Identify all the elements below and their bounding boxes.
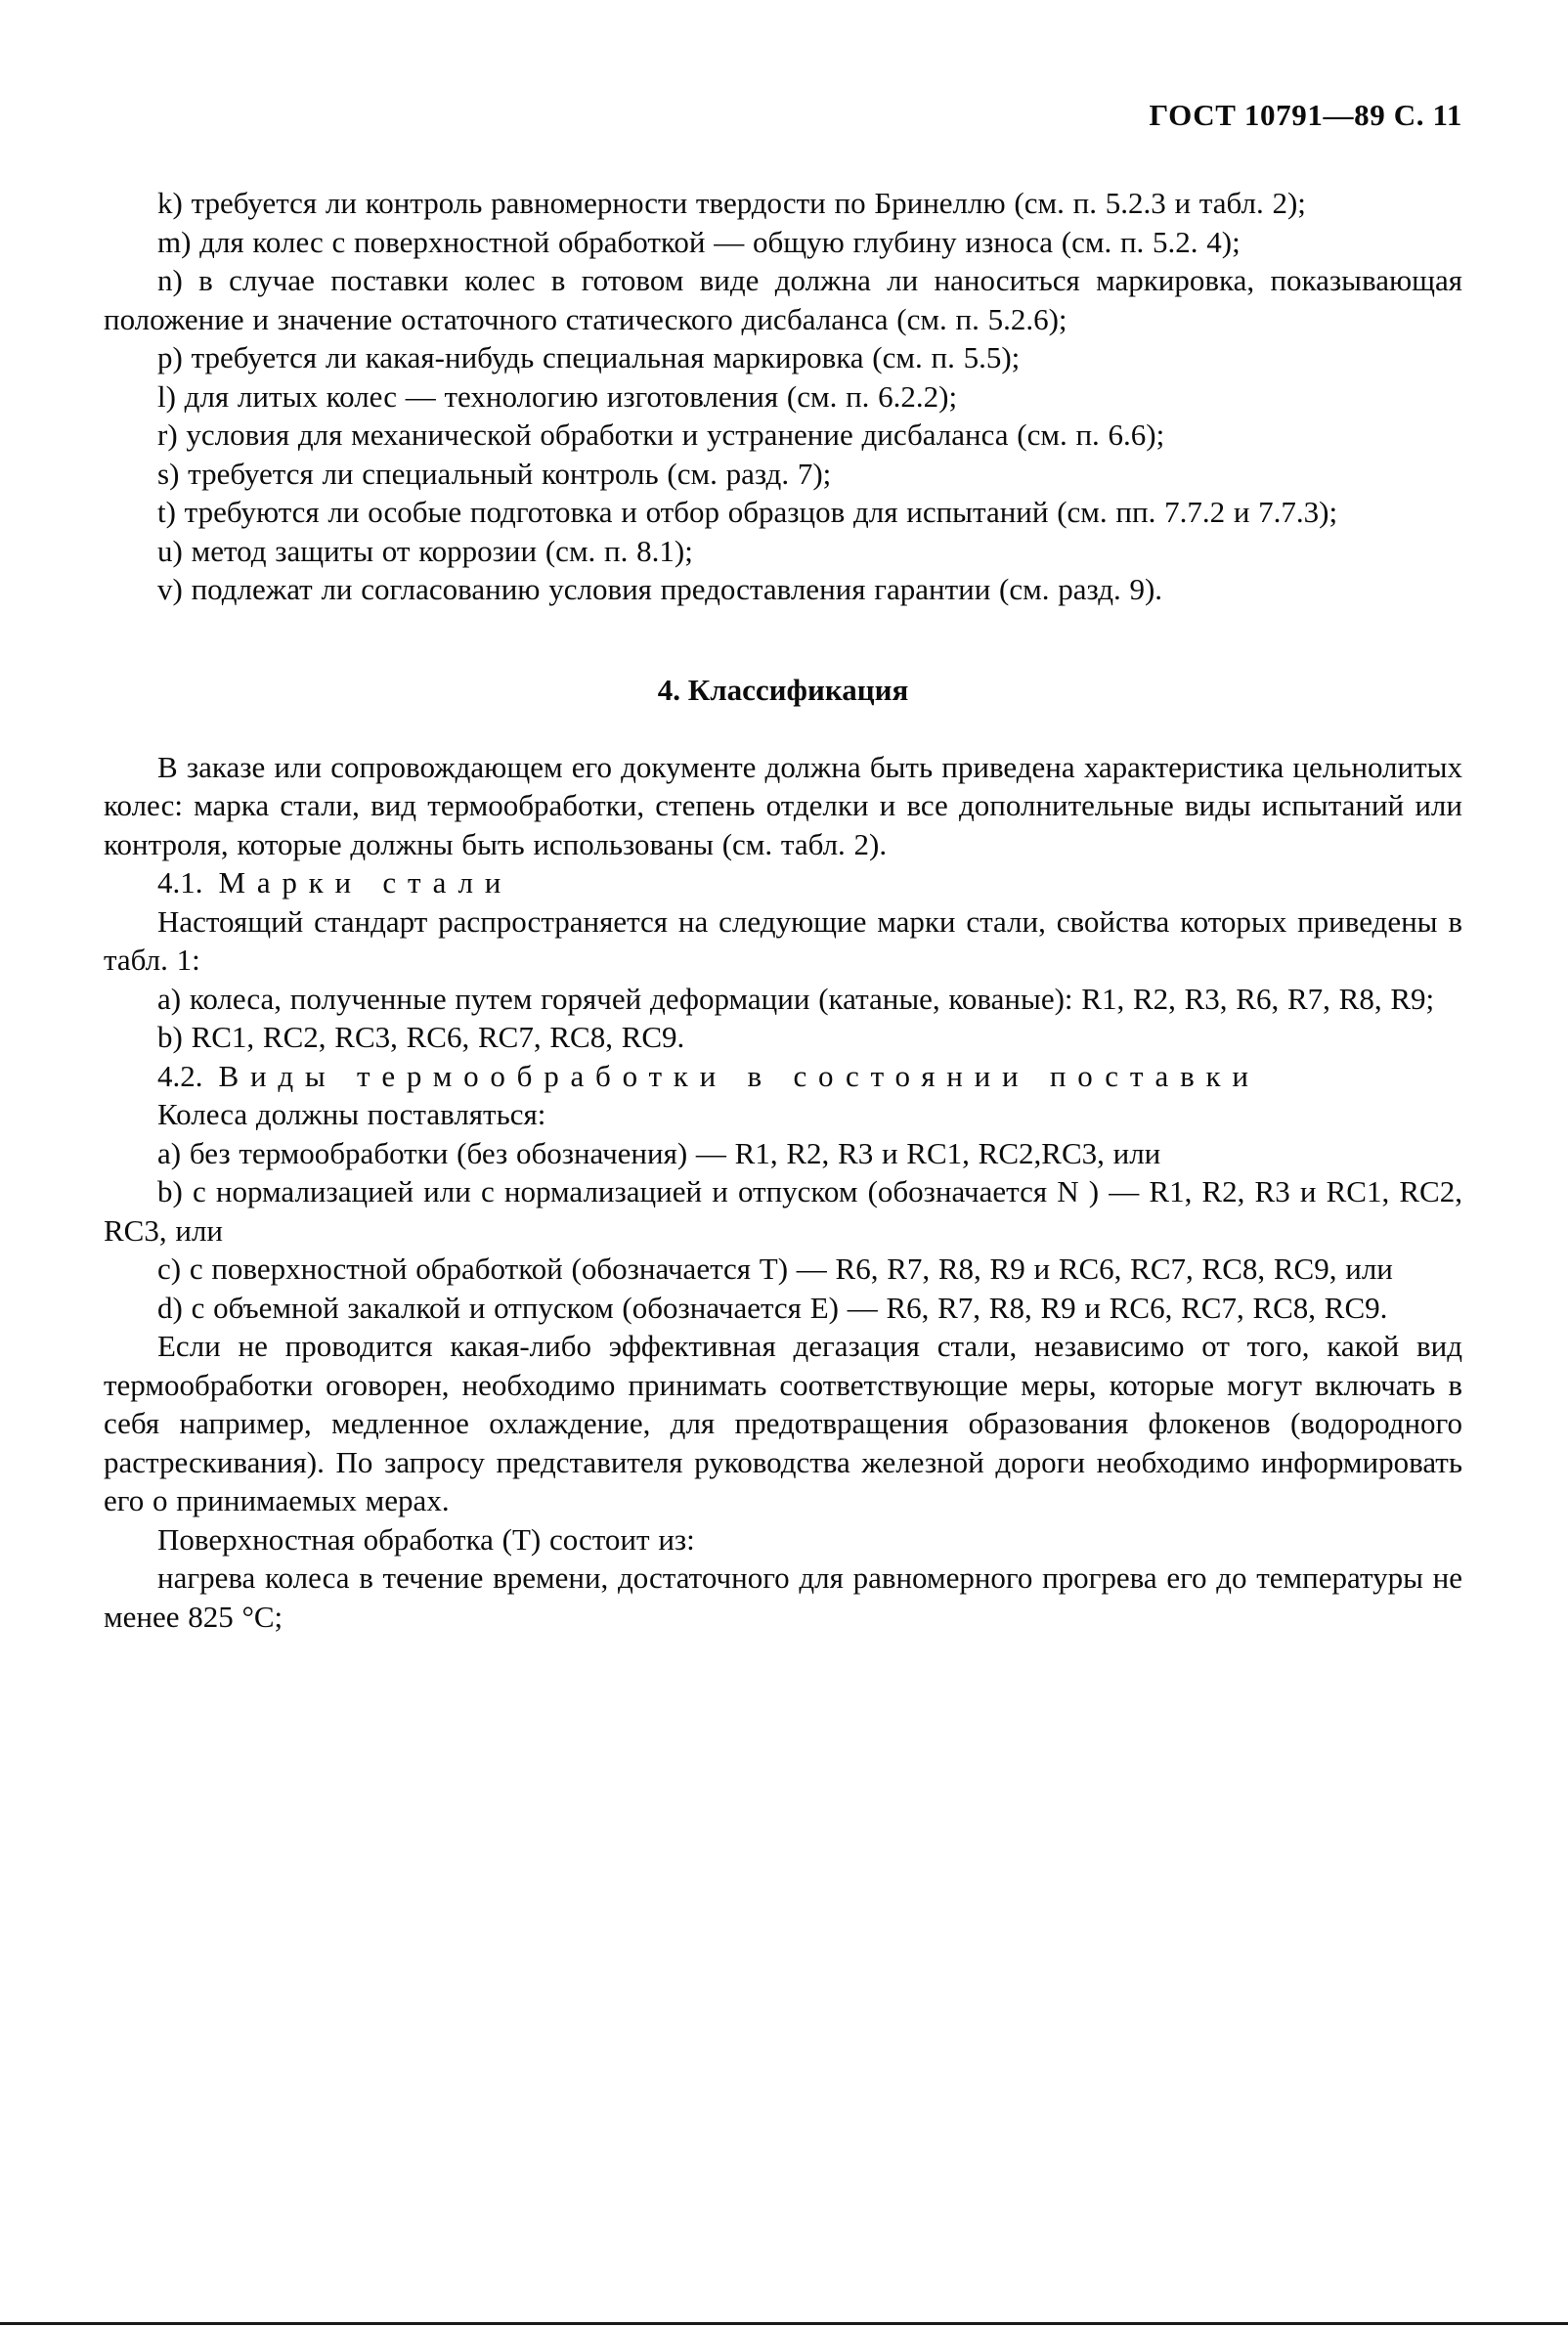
subsection-4-2-item-b: b) с нормализацией или с нормализацией и отпуском (обозначается N ) — R1, R2, R3 и RC1, RC2, RC3, или xyxy=(104,1174,1462,1248)
subsection-4-2-item-d: d) с объемной закалкой и отпуском (обозначается Е) — R6, R7, R8, R9 и RC6, RC7, RC8, RC9. xyxy=(157,1290,1388,1325)
subsection-4-1-item-b: b) RC1, RC2, RC3, RC6, RC7, RC8, RC9. xyxy=(157,1020,685,1054)
clause-u: u) метод защиты от коррозии (см. п. 8.1); xyxy=(157,533,693,568)
doc-number: ГОСТ 10791—89 С. 11 xyxy=(1149,98,1462,132)
subsection-4-1-text: Настоящий стандарт распространяется на следующие марки стали, свойства которых приведены в табл. 1: xyxy=(104,903,1462,977)
subsection-4-1-heading xyxy=(104,863,1462,902)
heating-step-paragraph: нагрева колеса в течение времени, достаточного для равномерного прогрева его до температуры не менее 825 °С; xyxy=(104,1560,1462,1634)
subsection-4-1-item-a: a) колеса, полученные путем горячей деформации (катаные, кованые): R1, R2, R3, R6, R7, R8, R9; xyxy=(157,981,1435,1016)
subsection-4-2-number: 4.2. xyxy=(157,1058,203,1093)
scan-edge-line xyxy=(0,2322,1568,2325)
surface-treatment-paragraph: Поверхностная обработка (Т) состоит из: xyxy=(157,1521,695,1557)
clause-l: l) для литых колес — технологию изготовления (см. п. 6.2.2); xyxy=(157,378,958,414)
page-header xyxy=(104,98,1462,133)
subsection-4-1-number: 4.1. xyxy=(157,865,203,900)
subsection-4-2-item-a: a) без термообработки (без обозначения) — R1, R2, R3 и RC1, RC2,RC3, или xyxy=(157,1135,1161,1170)
subsection-4-2-heading xyxy=(104,1057,1462,1096)
clause-t: t) требуются ли особые подготовка и отбор образцов для испытаний (см. пп. 7.7.2 и 7.7.3); xyxy=(157,495,1338,529)
clause-p: p) требуется ли какая-нибудь специальная маркировка (см. п. 5.5); xyxy=(157,340,1021,374)
clause-n: n) в случае поставки колес в готовом виде должна ли наноситься маркировка, показывающая положение и значение остаточного статического дисбаланса (см. п. 5.2.6); xyxy=(104,263,1462,336)
subsection-4-2-title: Виды термообработки в состоянии поставки xyxy=(218,1058,1260,1093)
degassing-note-paragraph: Если не проводится какая-либо эффективная дегазация стали, независимо от того, какой вид термообработки оговорен, необходимо принимать соответствующие меры, которые могут включать в себя например, медленное охлаждение, для предотвращения образования флокенов (водородного растрескивания). По запросу представителя руководства железной дороги необходимо информировать его о принимаемых мерах. xyxy=(104,1329,1462,1517)
clause-m: m) для колес с поверхностной обработкой — общую глубину износа (см. п. 5.2. 4); xyxy=(157,224,1241,259)
subsection-4-1-title: Марки стали xyxy=(218,865,513,900)
section-4-intro: В заказе или сопровождающем его документе должна быть приведена характеристика цельнолитых колес: марка стали, вид термообработки, степень отделки и все дополнительные виды испытаний или контроля, которые должны быть использованы (см. табл. 2). xyxy=(104,749,1462,861)
clause-k: k) требуется ли контроль равномерности твердости по Бринеллю (см. п. 5.2.3 и табл. 2); xyxy=(157,186,1306,220)
document-body xyxy=(104,184,1462,1636)
clause-s: s) требуется ли специальный контроль (см. разд. 7); xyxy=(157,456,832,491)
section-4-heading: 4. Классификация xyxy=(657,672,909,707)
clause-v: v) подлежат ли согласованию условия предоставления гарантии (см. разд. 9). xyxy=(157,572,1163,606)
clause-r: r) условия для механической обработки и устранение дисбаланса (см. п. 6.6); xyxy=(157,417,1165,452)
subsection-4-2-item-c: c) с поверхностной обработкой (обозначается Т) — R6, R7, R8, R9 и RC6, RC7, RC8, RC9, или xyxy=(157,1251,1393,1286)
subsection-4-2-text: Колеса должны поставляться: xyxy=(157,1097,546,1131)
